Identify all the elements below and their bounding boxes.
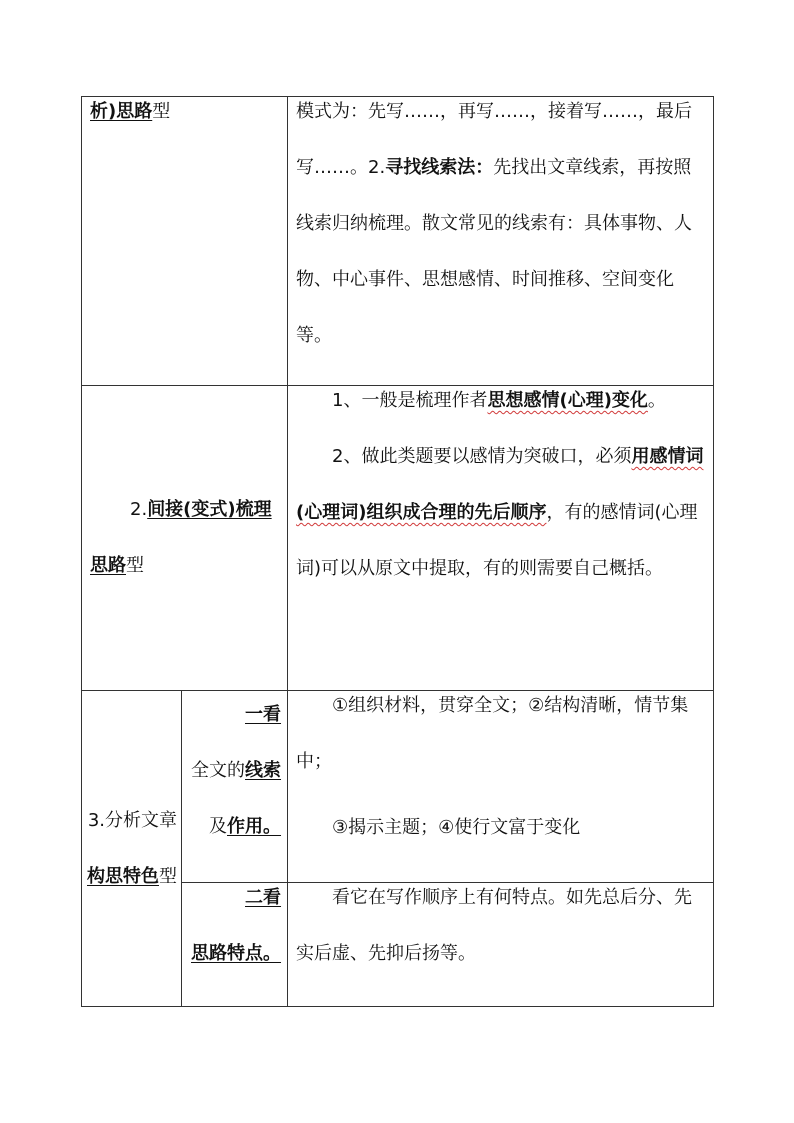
category-title-bold: 析)思路 [90,101,153,122]
summary-table [81,96,714,1007]
sub-label-heading: 二看 [245,887,282,908]
table-row [82,691,714,883]
point-1-key: 思想感情(心理)变化 [487,390,648,411]
method-heading: 寻找线索法： [385,157,494,178]
method-text-cont: 先找出文章线索，再按照线索归纳梳理。散文常见的线索有：具体事物、人物、中心事件、思想感情、时间推移、空间变化等。 [296,157,693,346]
point-1-text: 1、一般是梳理作者 [332,390,488,411]
point-1-end: 。 [647,390,666,411]
category-cell [82,691,182,1007]
sub-label-key: 思路特点。 [191,943,282,964]
category-title-tail: 型 [152,101,171,122]
sub-text-1: ①组织材料，贯穿全文；②结构清晰，情节集中； [296,695,689,772]
method-cell [288,97,714,386]
category-cell [82,97,288,386]
table-row [82,386,714,691]
category-title-plain: 分析文章 [105,809,177,831]
category-title-bold: 间接(变式)梳理思路 [90,499,272,576]
point-2-text: 2、做此类题要以感情为突破口，必须 [332,446,632,467]
category-number: 2. [130,499,148,520]
sub-label-key-3: 作用。 [227,816,282,837]
method-cell [288,386,714,691]
sub-label-heading: 一看 [245,704,282,725]
sub-label-cell [182,691,288,883]
sub-text-cell [288,883,714,1007]
sub-label-key-2: 索 [263,760,282,781]
category-title-tail: 型 [159,865,177,887]
category-cell [82,386,288,691]
category-number: 3. [87,809,105,831]
sub-label-text: 全文的 [191,760,246,781]
point-2-end: ，有的感情词(心理词)可以从原文中提取，有的则需要自己概括。 [296,502,698,579]
category-title-tail: 型 [126,555,144,576]
point-2-key: 用感情词(心理词)组织成合理的先后顺序 [296,446,704,523]
method-text: 模式为：先写……，再写……，接着写……，最后写……。2. [296,101,693,178]
sub-text-cell [288,691,714,883]
sub-label-text-2: 及 [209,816,228,837]
category-title-bold: 构思特色 [87,865,159,887]
table-row [82,97,714,386]
sub-label-key: 线 [245,760,264,781]
sub-label-cell [182,883,288,1007]
sub-text: 看它在写作顺序上有何特点。如先总后分、先实后虚、先抑后扬等。 [296,887,693,964]
sub-text-2: ③揭示主题；④使行文富于变化 [332,817,581,838]
